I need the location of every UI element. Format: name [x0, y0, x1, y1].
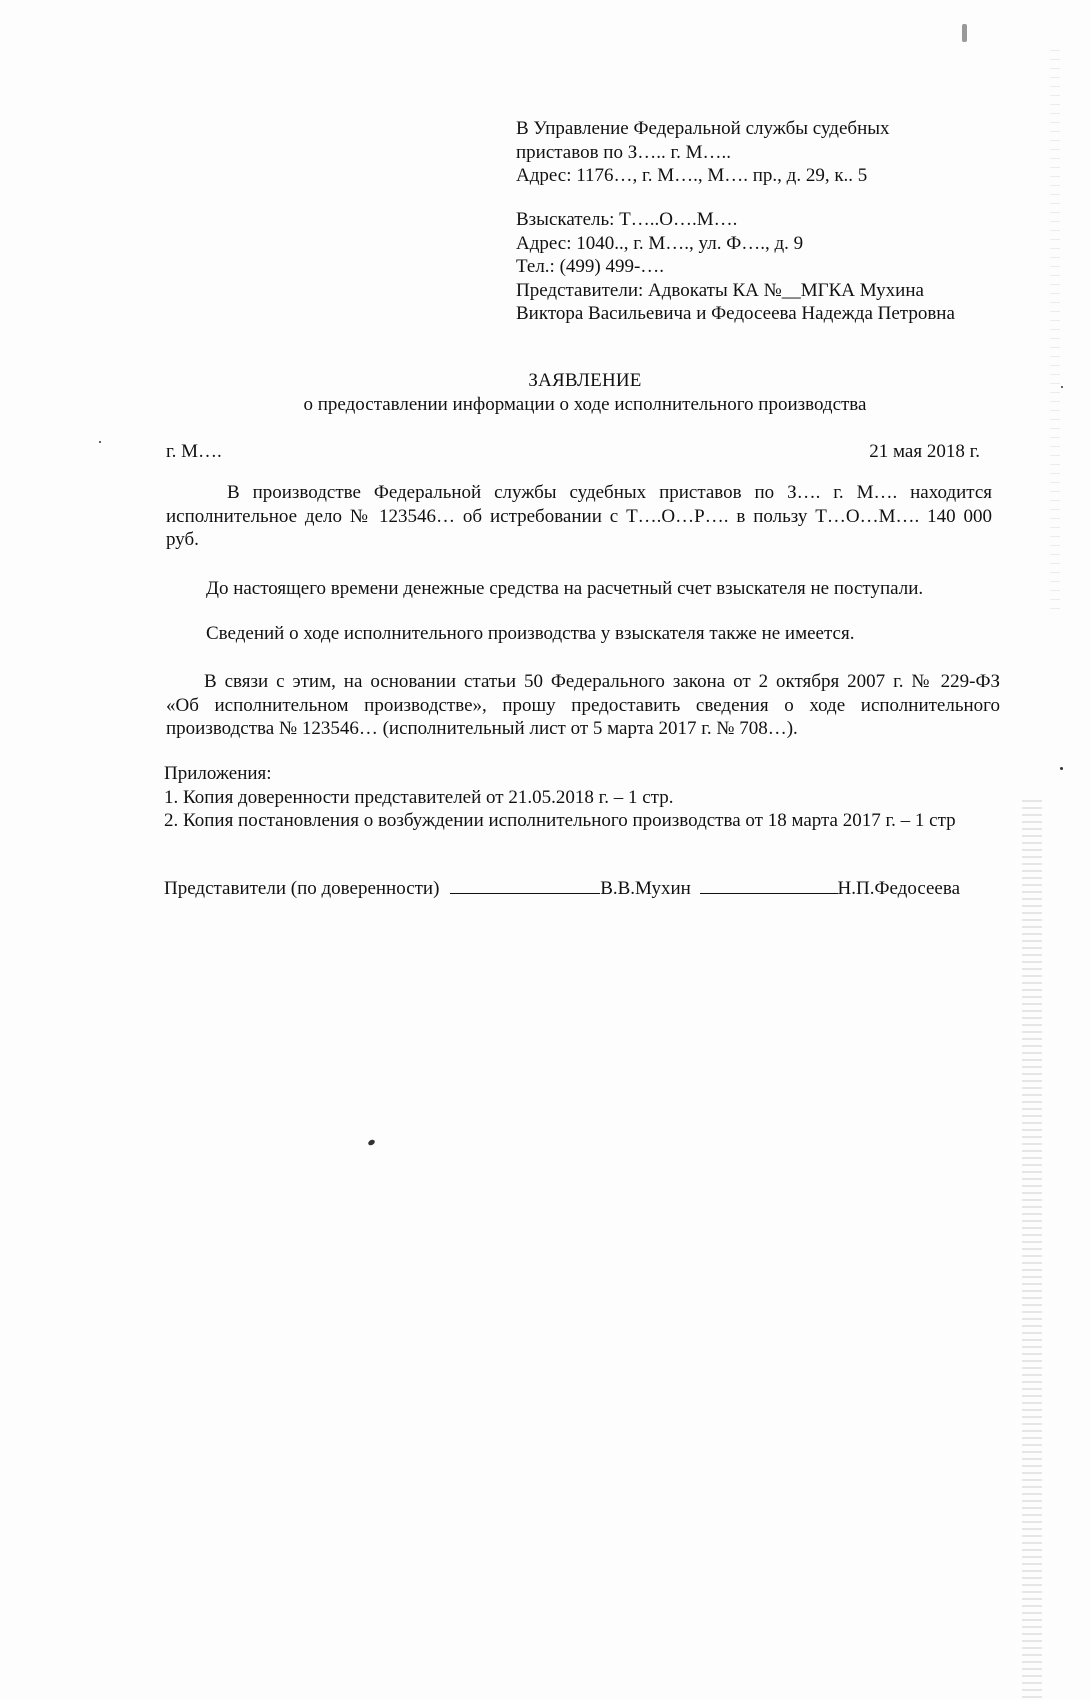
attachments	[164, 762, 956, 833]
city: г. М….	[166, 441, 222, 462]
paragraph-request	[166, 670, 1000, 741]
paragraph-funds: До настоящего времени денежные средства на расчетный счет взыскателя не поступали.	[206, 578, 924, 599]
scan-speck	[962, 24, 967, 42]
scan-speck	[1060, 767, 1063, 770]
paragraph-line: «Об исполнительном производстве», прошу предоставить сведения о ходе исполнительного	[166, 694, 1000, 716]
attachment-item: 1. Копия доверенности представителей от 21.05.2018 г. – 1 стр.	[164, 786, 674, 808]
paragraph-line: исполнительное дело № 123546… об истребовании с Т….О…Р…. в пользу Т…О…М…. 140 000	[166, 505, 992, 527]
paragraph-case	[166, 481, 992, 552]
scan-shadow	[1022, 800, 1042, 1700]
addressee-line: В Управление Федеральной службы судебных	[516, 118, 890, 139]
paragraph-info: Сведений о ходе исполнительного производства у взыскателя также не имеется.	[206, 623, 855, 644]
signature-line	[164, 877, 960, 900]
document-subtitle: о предоставлении информации о ходе исполнительного производства	[303, 394, 867, 415]
document-title: ЗАЯВЛЕНИЕ	[528, 370, 642, 391]
claimant-block	[516, 208, 955, 326]
signature-label: Представители (по доверенности)	[164, 878, 440, 899]
paragraph-line: руб.	[166, 529, 199, 550]
paragraph-line: В производстве Федеральной службы судебных приставов по З…. г. М…. находится	[227, 482, 992, 503]
addressee-line: приставов по З….. г. М…..	[516, 141, 732, 163]
addressee-block	[516, 117, 890, 188]
paragraph-line: производства № 123546… (исполнительный лист от 5 марта 2017 г. № 708…).	[166, 718, 798, 739]
claimant-line: Виктора Васильевича и Федосеева Надежда Петровна	[516, 303, 955, 324]
claimant-line: Представители: Адвокаты КА №__МГКА Мухина	[516, 279, 924, 301]
signature-blank	[700, 877, 838, 894]
scan-shadow	[1050, 50, 1060, 610]
claimant-line: Тел.: (499) 499-….	[516, 256, 665, 277]
document-date: 21 мая 2018 г.	[869, 441, 980, 462]
attachments-heading: Приложения:	[164, 763, 272, 784]
claimant-line: Адрес: 1040.., г. М…., ул. Ф…., д. 9	[516, 232, 804, 254]
claimant-line: Взыскатель: Т…..О….М….	[516, 209, 738, 230]
addressee-line: Адрес: 1176…, г. М…., М…. пр., д. 29, к.. 5	[516, 165, 868, 186]
signature-name: Н.П.Федосеева	[837, 878, 961, 899]
signature-blank	[450, 877, 600, 894]
attachment-item: 2. Копия постановления о возбуждении исполнительного производства от 18 марта 2017 г. – 1 стр	[164, 810, 956, 831]
scan-speck	[99, 441, 101, 443]
signature-name: В.В.Мухин	[600, 878, 691, 899]
paragraph-line: В связи с этим, на основании статьи 50 Федерального закона от 2 октября 2007 г. № 229-ФЗ	[204, 671, 1000, 692]
scan-speck	[1061, 386, 1063, 388]
scan-speck	[367, 1139, 376, 1147]
